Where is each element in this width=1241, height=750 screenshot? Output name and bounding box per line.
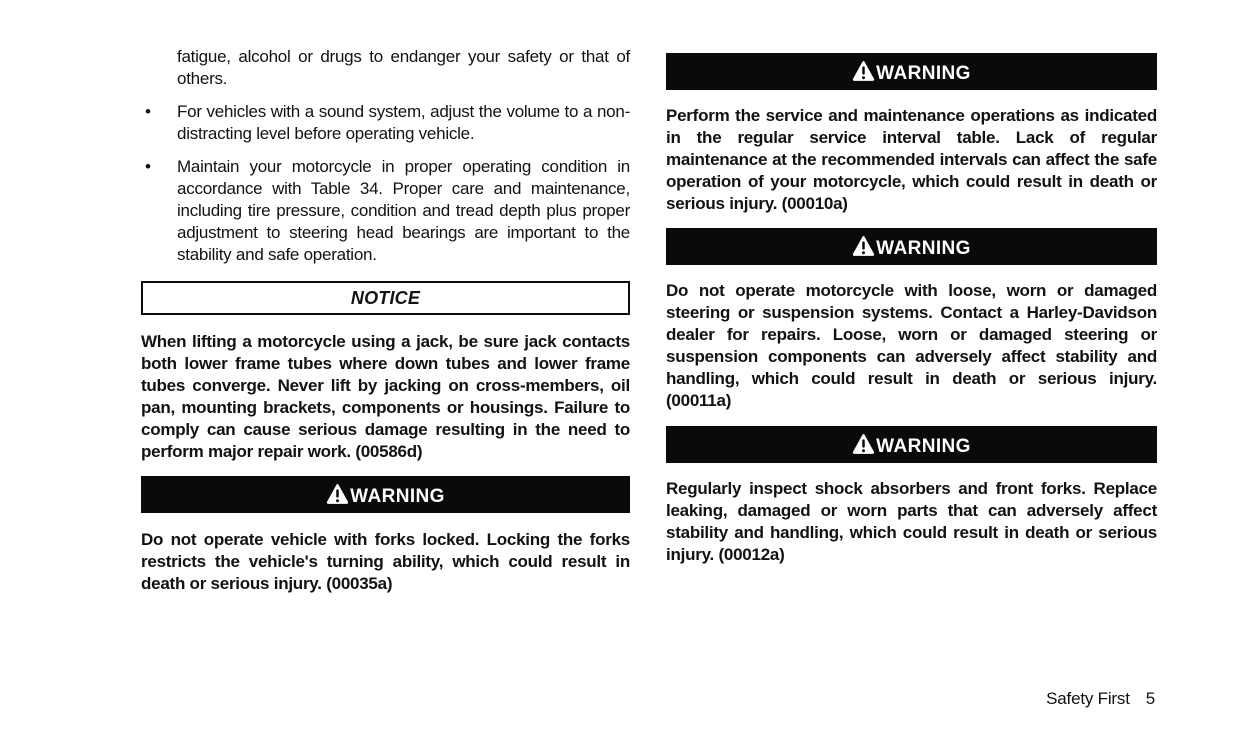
bullet-text: For vehicles with a sound system, adjust the volume to a non-distracting level before operating vehicle. — [177, 102, 630, 143]
left-column — [141, 46, 630, 595]
warning-heading-text: WARNING — [876, 436, 971, 457]
warning-banner — [666, 228, 1157, 265]
notice-body-paragraph: When lifting a motorcycle using a jack, be sure jack contacts both lower frame tubes where down tubes and lower frame tubes converge. Never lift by jacking on cross-members, oil pan, mounting brackets, components or housings. Failure to comply can cause serious damage resulting in the need to perform major repair work. (00586d) — [141, 332, 630, 461]
notice-heading: NOTICE — [350, 287, 421, 308]
warning-triangle-icon — [852, 433, 875, 455]
warning-heading-text: WARNING — [350, 486, 445, 507]
warning-banner — [666, 426, 1157, 463]
warning-triangle-icon — [852, 60, 875, 82]
warning-heading — [852, 60, 971, 83]
page-footer — [1046, 689, 1155, 709]
warning-body-paragraph: Do not operate vehicle with forks locked. Locking the forks restricts the vehicle's turning ability, which could result in death or serious injury. (00035a) — [141, 530, 630, 593]
bullet-icon: • — [145, 157, 151, 176]
warning-banner — [141, 476, 630, 513]
bullet-icon: • — [145, 102, 151, 121]
warning-banner — [666, 53, 1157, 90]
list-item — [141, 101, 630, 145]
warning-body-paragraph: Regularly inspect shock absorbers and front forks. Replace leaking, damaged or worn parts that can adversely affect stability and handling, which could result in death or serious injury. (00012a) — [666, 479, 1157, 564]
warning-body-paragraph: Do not operate motorcycle with loose, worn or damaged steering or suspension systems. Contact a Harley-Davidson dealer for repairs. Loose, worn or damaged steering or suspension components can adversely affect stability and handling, which could result in death or serious injury. (00011a) — [666, 281, 1157, 410]
warning-triangle-icon — [852, 235, 875, 257]
warning-heading-text: WARNING — [876, 63, 971, 84]
footer-section-title: Safety First — [1046, 689, 1130, 708]
bullet-text: Maintain your motorcycle in proper operating condition in accordance with Table 34. Proper care and maintenance, including tire pressure, condition and tread depth plus proper adjustment to steering head bearings are important to the stability and safe operation. — [177, 157, 630, 264]
warning-body-paragraph: Perform the service and maintenance operations as indicated in the regular service interval table. Lack of regular maintenance at the recommended intervals can affect the safe operation of your motorcycle, which could result in death or serious injury. (00010a) — [666, 106, 1157, 213]
warning-heading — [852, 433, 971, 456]
warning-triangle-icon — [326, 483, 349, 505]
warning-heading — [326, 483, 445, 506]
footer-page-number: 5 — [1145, 689, 1155, 708]
warning-heading-text: WARNING — [876, 238, 971, 259]
notice-box — [141, 281, 630, 315]
right-column — [666, 53, 1157, 566]
list-item — [141, 156, 630, 266]
warning-heading — [852, 235, 971, 258]
intro-continuation-paragraph: fatigue, alcohol or drugs to endanger your safety or that of others. — [177, 47, 630, 88]
